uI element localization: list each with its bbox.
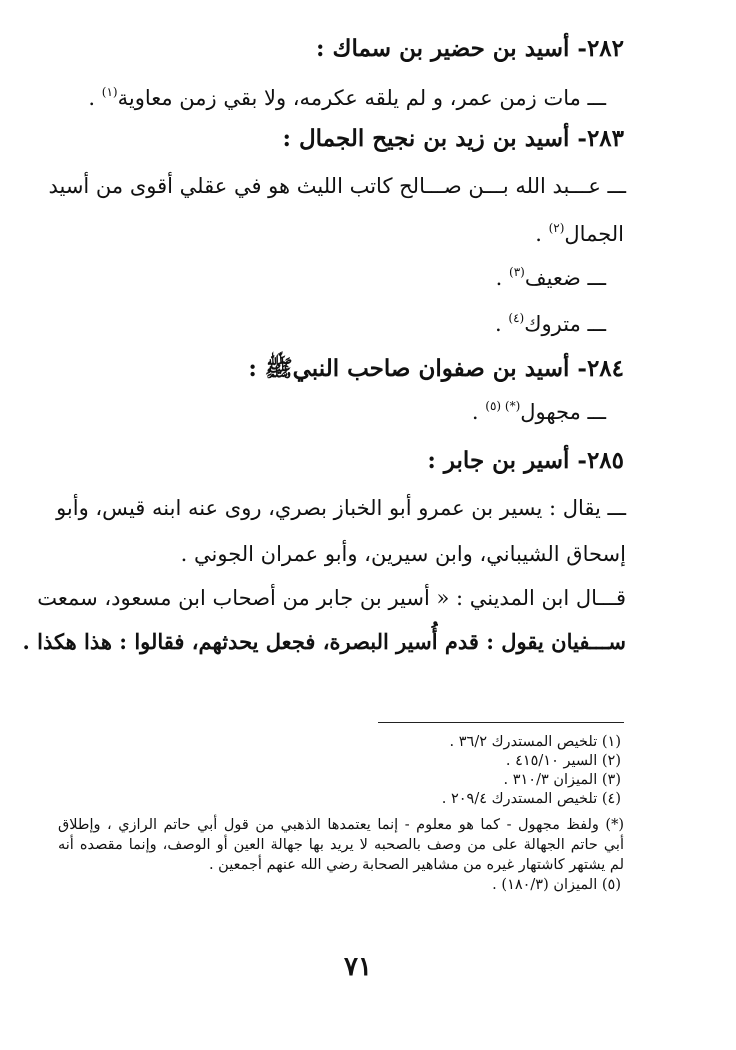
entry-heading-285: ٢٨٥- أسير بن جابر : — [427, 447, 624, 474]
footnote-star-line-2: أبي حاتم الجهالة على من وصف بالصحبه لا يريد بها جهالة العين أو الوصف، وإنما مقصده أنه — [58, 837, 624, 853]
entry-285-line-1: ـــ يقال : يسير بن عمرو أبو الخباز بصري، روى عنه ابنه قيس، وأبو — [56, 496, 626, 520]
footnote-ref-3: (٣) — [509, 265, 525, 279]
entry-285-line-3: قـــال ابن المديني : « أسير بن جابر من أصحاب ابن مسعود، سمعت — [37, 586, 626, 610]
line-text: ـــ مات زمن عمر، و لم يلقه عكرمه، ولا بقي زمن معاوية — [117, 86, 606, 110]
footnote-ref-1: (١) — [101, 85, 118, 99]
entry-283-line-1: ـــ عـــبد الله بـــن صـــالح كاتب الليث هو في عقلي أقوى من أسيد — [48, 174, 626, 198]
entry-heading-282: ٢٨٢- أسيد بن حضير بن سماك : — [316, 35, 624, 62]
footnote-4: (٤) تلخيص المستدرك ٢٠٩/٤ . — [441, 791, 621, 807]
entry-282-line-1 — [46, 84, 606, 112]
footnote-star-line-3: لم يشتهر كاشتهار غيره من مشاهير الصحابة رضي الله عنهم أجمعين . — [208, 857, 624, 873]
entry-283-line-2 — [64, 220, 624, 248]
entry-285-line-4: ســـفيان يقول : قدم أُسير البصرة، فجعل يحدثهم، فقالوا : هذا هكذا . — [22, 629, 626, 654]
footnote-ref-4: (٤) — [508, 311, 525, 325]
entry-285-line-2: إسحاق الشيباني، وابن سيرين، وأبو عمران الجوني . — [180, 542, 626, 566]
footnote-2: (٢) السير ٤١٥/١٠ . — [505, 753, 621, 769]
entry-heading-284: ٢٨٤- أسيد بن صفوان صاحب النبيﷺ : — [248, 355, 624, 382]
footnote-star-line-1: (*) ولفظ مجهول - كما هو معلوم - إنما يعتمدها الذهبي من قول أبي حاتم الرازي ، وإطلاق — [58, 817, 624, 833]
line-text: الجمال — [564, 222, 624, 246]
footnote-separator — [378, 722, 624, 723]
line-text: ـــ مجهول — [520, 400, 606, 424]
line-tail: . — [495, 312, 509, 336]
line-tail: . — [88, 86, 102, 110]
footnote-3: (٣) الميزان ٣١٠/٣ . — [503, 772, 621, 788]
entry-284-line-1 — [46, 398, 606, 426]
footnote-5: (٥) الميزان (١٨٠/٣) . — [492, 877, 621, 893]
entry-283-line-4 — [46, 310, 606, 338]
line-tail: . — [495, 266, 509, 290]
footnote-ref-2: (٢) — [548, 221, 565, 235]
footnote-1: (١) تلخيص المستدرك ٣٦/٢ . — [449, 734, 621, 750]
line-tail: . — [535, 222, 549, 246]
line-tail: . — [471, 400, 486, 424]
entry-heading-283: ٢٨٣- أسيد بن زيد بن نجيح الجمال : — [282, 125, 624, 152]
page-number: ٧١ — [344, 952, 372, 982]
footnote-ref-5: (*) (٥) — [485, 399, 521, 413]
line-text: ـــ متروك — [524, 312, 606, 336]
entry-283-line-3 — [46, 264, 606, 292]
line-text: ـــ ضعيف — [524, 266, 606, 290]
